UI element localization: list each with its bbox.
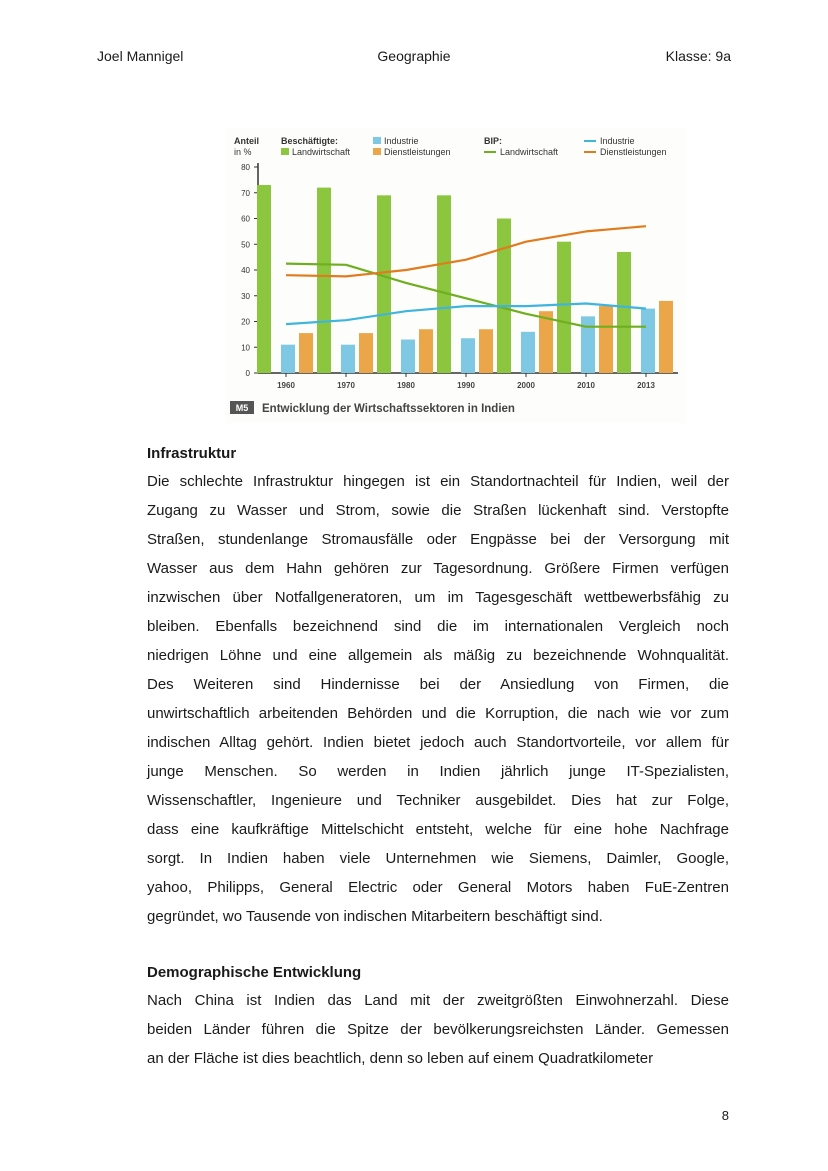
gdp-line-dienstleistungen xyxy=(286,226,646,276)
bar-landwirtschaft xyxy=(617,252,631,373)
y-tick-label: 30 xyxy=(241,291,250,301)
bar-industrie xyxy=(281,345,295,373)
text-line: gegründet, wo Tausende von indischen Mitarbeitern beschäftigt sind. xyxy=(147,908,603,925)
legend-swatch-dienstleistungen xyxy=(373,148,381,155)
bar-dienstleistungen xyxy=(359,333,373,373)
y-tick-label: 10 xyxy=(241,343,250,353)
text-line: dass eine kaufkräftige Mittelschicht entsteht, welche für eine hohe Nachfrage xyxy=(147,821,729,838)
text-line: Wissenschaftler, Ingenieure und Techniker ausgebildet. Dies hat zur Folge, xyxy=(147,792,729,809)
y-tick-label: 70 xyxy=(241,188,250,198)
y-tick-label: 0 xyxy=(245,369,250,378)
text-line: niedrigen Löhne und eine allgemein als mäßig zu bezeichnende Wohnqualität. xyxy=(147,647,729,664)
x-tick-label: 1960 xyxy=(277,381,295,390)
x-tick-label: 2013 xyxy=(637,381,655,390)
page-header xyxy=(97,48,731,68)
section-title-demographie: Demographische Entwicklung xyxy=(147,964,362,981)
text-line: Des Weiteren sind Hindernisse bei der Ansiedlung von Firmen, die xyxy=(147,676,729,693)
text-line: an der Fläche ist dies beachtlich, denn so leben auf einem Quadratkilometer xyxy=(147,1050,654,1067)
bar-landwirtschaft xyxy=(257,185,271,373)
text-line: beiden Länder führen die Spitze der bevölkerungsreichsten Länder. Gemessen xyxy=(147,1021,729,1038)
author-name: Joel Mannigel xyxy=(97,48,184,64)
legend-employed-landwirtschaft: Landwirtschaft xyxy=(292,147,351,157)
bar-industrie xyxy=(461,338,475,373)
bar-landwirtschaft xyxy=(437,195,451,373)
legend-swatch-industrie xyxy=(373,137,381,144)
text-line: junge Menschen. So werden in Indien jährlich junge IT-Spezialisten, xyxy=(147,763,729,780)
bar-industrie xyxy=(641,309,655,373)
y-tick-label: 20 xyxy=(241,317,250,327)
legend-gdp-industrie: Industrie xyxy=(600,136,635,146)
bar-landwirtschaft xyxy=(557,242,571,373)
x-tick-label: 2000 xyxy=(517,381,535,390)
bar-dienstleistungen xyxy=(659,301,673,373)
page-number: 8 xyxy=(721,1108,729,1123)
bar-landwirtschaft xyxy=(317,188,331,373)
y-tick-label: 40 xyxy=(241,266,250,275)
legend-employed-dienstleistungen: Dienstleistungen xyxy=(384,147,451,157)
y-tick-label: 60 xyxy=(241,214,250,224)
text-line: yahoo, Philipps, General Electric oder General Motors haben FuE-Zentren xyxy=(147,879,729,896)
text-line: inzwischen über Notfallgeneratoren, um im Tagesgeschäft wettbewerbsfähig zu xyxy=(147,589,729,606)
x-tick-label: 1980 xyxy=(397,381,415,390)
bar-dienstleistungen xyxy=(479,329,493,373)
text-line: Straßen, stundenlange Stromausfälle oder Engpässe bei der Versorgung mit xyxy=(147,531,729,548)
bar-industrie xyxy=(581,316,595,373)
figure-caption: Entwicklung der Wirtschaftssektoren in Indien xyxy=(262,403,515,415)
text-line: unwirtschaftlich arbeitenden Behörden und die Korruption, die nach wie vor zum xyxy=(147,705,729,722)
bar-industrie xyxy=(521,332,535,373)
bar-dienstleistungen xyxy=(539,311,553,373)
legend-swatch-landwirtschaft xyxy=(281,148,289,155)
sector-chart xyxy=(226,128,686,423)
legend-employed-industrie: Industrie xyxy=(384,136,419,146)
bar-industrie xyxy=(401,340,415,373)
paragraph-infrastruktur xyxy=(147,467,729,931)
chart-figure xyxy=(226,128,686,423)
section-title-infrastruktur: Infrastruktur xyxy=(147,445,237,462)
legend-employed-title: Beschäftigte: xyxy=(281,136,339,146)
text-line: indischen Alltag gehört. Indien bietet jedoch auch Standortvorteile, vor allem für xyxy=(147,734,729,751)
legend-gdp-title: BIP: xyxy=(484,136,502,146)
bar-landwirtschaft xyxy=(377,195,391,373)
text-line: Die schlechte Infrastruktur hingegen ist ein Standortnachteil für Indien, weil der xyxy=(147,473,729,490)
bar-landwirtschaft xyxy=(497,219,511,374)
text-line: Zugang zu Wasser und Strom, sowie die Straßen lückenhaft sind. Verstopfte xyxy=(147,502,729,519)
text-line: bleiben. Ebenfalls bezeichnend sind die im internationalen Vergleich noch xyxy=(147,618,729,635)
class-label: Klasse: 9a xyxy=(665,48,731,64)
bar-industrie xyxy=(341,345,355,373)
bar-dienstleistungen xyxy=(419,329,433,373)
y-axis-label: Anteil xyxy=(234,136,260,146)
y-axis-unit: in % xyxy=(234,147,252,157)
y-tick-label: 50 xyxy=(241,240,250,250)
text-line: Nach China ist Indien das Land mit der zweitgrößten Einwohnerzahl. Diese xyxy=(147,992,729,1009)
text-line: Wasser aus dem Hahn gehören zur Tagesordnung. Größere Firmen verfügen xyxy=(147,560,729,577)
subject: Geographie xyxy=(377,48,451,64)
bar-dienstleistungen xyxy=(299,333,313,373)
paragraph-demographie xyxy=(147,986,729,1073)
legend-gdp-landwirtschaft: Landwirtschaft xyxy=(500,147,559,157)
bar-dienstleistungen xyxy=(599,306,613,373)
x-tick-label: 1990 xyxy=(457,381,475,390)
x-tick-label: 1970 xyxy=(337,381,355,390)
x-tick-label: 2010 xyxy=(577,381,595,390)
legend-gdp-dienstleistungen: Dienstleistungen xyxy=(600,147,667,157)
y-tick-label: 80 xyxy=(241,163,250,172)
text-line: sorgt. In Indien haben viele Unternehmen wie Siemens, Daimler, Google, xyxy=(147,850,729,867)
figure-label: M5 xyxy=(235,403,249,413)
